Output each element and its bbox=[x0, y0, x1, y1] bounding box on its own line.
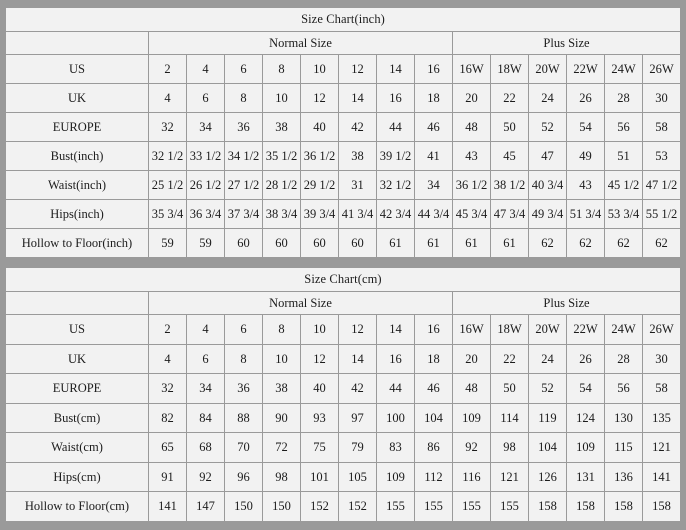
cell: 46 bbox=[415, 374, 453, 404]
cell: 43 bbox=[453, 142, 491, 171]
cell: 90 bbox=[263, 403, 301, 433]
cell: 65 bbox=[149, 433, 187, 463]
cell: 158 bbox=[529, 492, 567, 522]
cell: 56 bbox=[605, 374, 643, 404]
cell: 25 1/2 bbox=[149, 171, 187, 200]
cell: 92 bbox=[453, 433, 491, 463]
cell: 36 bbox=[225, 374, 263, 404]
cell: 20 bbox=[453, 344, 491, 374]
cell: 155 bbox=[453, 492, 491, 522]
cell: 24W bbox=[605, 315, 643, 345]
cell: 22W bbox=[567, 315, 605, 345]
cell: 136 bbox=[605, 462, 643, 492]
cell: 51 3/4 bbox=[567, 200, 605, 229]
cell: 24 bbox=[529, 344, 567, 374]
cell: 100 bbox=[377, 403, 415, 433]
cell: 62 bbox=[643, 229, 681, 258]
cell: 10 bbox=[263, 344, 301, 374]
cell: 38 1/2 bbox=[491, 171, 529, 200]
cell: 158 bbox=[643, 492, 681, 522]
cell: 52 bbox=[529, 374, 567, 404]
row-label: Hips(cm) bbox=[6, 462, 149, 492]
row-label: US bbox=[6, 315, 149, 345]
cell: 20 bbox=[453, 84, 491, 113]
row-label: Hollow to Floor(inch) bbox=[6, 229, 149, 258]
cell: 8 bbox=[225, 344, 263, 374]
row-label: Bust(cm) bbox=[6, 403, 149, 433]
cell: 4 bbox=[187, 55, 225, 84]
cell: 101 bbox=[301, 462, 339, 492]
cell: 34 bbox=[187, 374, 225, 404]
cell: 51 bbox=[605, 142, 643, 171]
cell: 20W bbox=[529, 315, 567, 345]
chart-group-row bbox=[6, 292, 681, 315]
cell: 62 bbox=[529, 229, 567, 258]
cell: 42 bbox=[339, 113, 377, 142]
cell: 34 1/2 bbox=[225, 142, 263, 171]
cell: 53 3/4 bbox=[605, 200, 643, 229]
cell: 116 bbox=[453, 462, 491, 492]
cell: 60 bbox=[301, 229, 339, 258]
cell: 60 bbox=[339, 229, 377, 258]
cell: 30 bbox=[643, 84, 681, 113]
cell: 121 bbox=[491, 462, 529, 492]
cell: 53 bbox=[643, 142, 681, 171]
table-row bbox=[6, 200, 681, 229]
table-row bbox=[6, 433, 681, 463]
cell: 91 bbox=[149, 462, 187, 492]
cell: 61 bbox=[453, 229, 491, 258]
cell: 28 bbox=[605, 344, 643, 374]
cell: 79 bbox=[339, 433, 377, 463]
cell: 18 bbox=[415, 344, 453, 374]
cell: 147 bbox=[187, 492, 225, 522]
cell: 40 bbox=[301, 113, 339, 142]
cell: 26 bbox=[567, 344, 605, 374]
cell: 32 1/2 bbox=[377, 171, 415, 200]
cell: 14 bbox=[377, 315, 415, 345]
size-chart-cm-table bbox=[5, 267, 681, 522]
row-label: Hips(inch) bbox=[6, 200, 149, 229]
cell: 150 bbox=[225, 492, 263, 522]
cell: 36 1/2 bbox=[453, 171, 491, 200]
cell: 22 bbox=[491, 84, 529, 113]
cell: 36 1/2 bbox=[301, 142, 339, 171]
cell: 35 1/2 bbox=[263, 142, 301, 171]
cell: 135 bbox=[643, 403, 681, 433]
cell: 104 bbox=[529, 433, 567, 463]
cell: 22W bbox=[567, 55, 605, 84]
cell: 10 bbox=[301, 315, 339, 345]
cell: 150 bbox=[263, 492, 301, 522]
cell: 47 bbox=[529, 142, 567, 171]
cell: 44 3/4 bbox=[415, 200, 453, 229]
table-row bbox=[6, 142, 681, 171]
cell: 8 bbox=[225, 84, 263, 113]
cell: 56 bbox=[605, 113, 643, 142]
cell: 84 bbox=[187, 403, 225, 433]
cell: 38 bbox=[339, 142, 377, 171]
cell: 152 bbox=[301, 492, 339, 522]
cell: 10 bbox=[263, 84, 301, 113]
cell: 26 bbox=[567, 84, 605, 113]
cell: 155 bbox=[415, 492, 453, 522]
cell: 36 3/4 bbox=[187, 200, 225, 229]
cell: 49 3/4 bbox=[529, 200, 567, 229]
cell: 55 1/2 bbox=[643, 200, 681, 229]
cell: 86 bbox=[415, 433, 453, 463]
cell: 44 bbox=[377, 374, 415, 404]
cell: 39 3/4 bbox=[301, 200, 339, 229]
cell: 52 bbox=[529, 113, 567, 142]
cell: 114 bbox=[491, 403, 529, 433]
cell: 46 bbox=[415, 113, 453, 142]
cell: 26 1/2 bbox=[187, 171, 225, 200]
cell: 109 bbox=[567, 433, 605, 463]
cell: 50 bbox=[491, 374, 529, 404]
cell: 24 bbox=[529, 84, 567, 113]
group-normal-size: Normal Size bbox=[149, 292, 453, 315]
row-label: Waist(inch) bbox=[6, 171, 149, 200]
cell: 93 bbox=[301, 403, 339, 433]
cell: 158 bbox=[567, 492, 605, 522]
cell: 4 bbox=[187, 315, 225, 345]
row-label: EUROPE bbox=[6, 113, 149, 142]
cell: 62 bbox=[605, 229, 643, 258]
cell: 126 bbox=[529, 462, 567, 492]
cell: 83 bbox=[377, 433, 415, 463]
cell: 158 bbox=[605, 492, 643, 522]
cell: 29 1/2 bbox=[301, 171, 339, 200]
group-plus-size: Plus Size bbox=[453, 292, 681, 315]
cell: 18W bbox=[491, 315, 529, 345]
cell: 26W bbox=[643, 55, 681, 84]
cell: 38 bbox=[263, 113, 301, 142]
cell: 121 bbox=[643, 433, 681, 463]
cell: 68 bbox=[187, 433, 225, 463]
size-chart-cm-block bbox=[4, 266, 682, 523]
cell: 105 bbox=[339, 462, 377, 492]
cell: 2 bbox=[149, 315, 187, 345]
cell: 4 bbox=[149, 84, 187, 113]
cell: 18 bbox=[415, 84, 453, 113]
cell: 155 bbox=[491, 492, 529, 522]
table-row bbox=[6, 403, 681, 433]
cell: 97 bbox=[339, 403, 377, 433]
table-row bbox=[6, 492, 681, 522]
cell: 2 bbox=[149, 55, 187, 84]
chart-title-row bbox=[6, 268, 681, 292]
cell: 4 bbox=[149, 344, 187, 374]
cell: 155 bbox=[377, 492, 415, 522]
cell: 16 bbox=[415, 55, 453, 84]
cell: 43 bbox=[567, 171, 605, 200]
cell: 45 3/4 bbox=[453, 200, 491, 229]
cell: 24W bbox=[605, 55, 643, 84]
cell: 40 3/4 bbox=[529, 171, 567, 200]
table-row bbox=[6, 113, 681, 142]
cell: 112 bbox=[415, 462, 453, 492]
cell: 60 bbox=[225, 229, 263, 258]
cell: 14 bbox=[377, 55, 415, 84]
cell: 48 bbox=[453, 113, 491, 142]
cell: 124 bbox=[567, 403, 605, 433]
cell: 38 bbox=[263, 374, 301, 404]
cell: 61 bbox=[491, 229, 529, 258]
cell: 62 bbox=[567, 229, 605, 258]
cell: 36 bbox=[225, 113, 263, 142]
cell: 41 3/4 bbox=[339, 200, 377, 229]
table-row bbox=[6, 84, 681, 113]
cell: 31 bbox=[339, 171, 377, 200]
cell: 47 3/4 bbox=[491, 200, 529, 229]
cell: 16W bbox=[453, 315, 491, 345]
cell: 6 bbox=[187, 344, 225, 374]
cell: 115 bbox=[605, 433, 643, 463]
cell: 45 bbox=[491, 142, 529, 171]
cell: 44 bbox=[377, 113, 415, 142]
cell: 34 bbox=[415, 171, 453, 200]
cell: 28 bbox=[605, 84, 643, 113]
cell: 58 bbox=[643, 113, 681, 142]
cell: 61 bbox=[377, 229, 415, 258]
size-chart-inch-table bbox=[5, 7, 681, 258]
cell: 12 bbox=[339, 55, 377, 84]
row-label: EUROPE bbox=[6, 374, 149, 404]
cell: 109 bbox=[377, 462, 415, 492]
cell: 22 bbox=[491, 344, 529, 374]
cell: 8 bbox=[263, 315, 301, 345]
row-label: UK bbox=[6, 84, 149, 113]
cell: 37 3/4 bbox=[225, 200, 263, 229]
cell: 40 bbox=[301, 374, 339, 404]
cell: 38 3/4 bbox=[263, 200, 301, 229]
cell: 32 bbox=[149, 113, 187, 142]
table-row bbox=[6, 171, 681, 200]
cell: 47 1/2 bbox=[643, 171, 681, 200]
cell: 12 bbox=[301, 84, 339, 113]
cell: 6 bbox=[225, 55, 263, 84]
cell: 39 1/2 bbox=[377, 142, 415, 171]
cell: 42 bbox=[339, 374, 377, 404]
row-label: Bust(inch) bbox=[6, 142, 149, 171]
cell: 34 bbox=[187, 113, 225, 142]
cell: 152 bbox=[339, 492, 377, 522]
cell: 12 bbox=[301, 344, 339, 374]
cell: 10 bbox=[301, 55, 339, 84]
cell: 32 bbox=[149, 374, 187, 404]
cell: 96 bbox=[225, 462, 263, 492]
chart-title: Size Chart(cm) bbox=[6, 268, 681, 292]
cell: 16 bbox=[377, 344, 415, 374]
cell: 98 bbox=[263, 462, 301, 492]
cell: 28 1/2 bbox=[263, 171, 301, 200]
cell: 109 bbox=[453, 403, 491, 433]
group-row-corner bbox=[6, 292, 149, 315]
group-row-corner bbox=[6, 32, 149, 55]
cell: 88 bbox=[225, 403, 263, 433]
chart-group-row bbox=[6, 32, 681, 55]
cell: 6 bbox=[225, 315, 263, 345]
cell: 48 bbox=[453, 374, 491, 404]
cell: 119 bbox=[529, 403, 567, 433]
cell: 33 1/2 bbox=[187, 142, 225, 171]
cell: 50 bbox=[491, 113, 529, 142]
cell: 75 bbox=[301, 433, 339, 463]
cell: 60 bbox=[263, 229, 301, 258]
cell: 6 bbox=[187, 84, 225, 113]
cell: 54 bbox=[567, 374, 605, 404]
cell: 70 bbox=[225, 433, 263, 463]
cell: 92 bbox=[187, 462, 225, 492]
cell: 42 3/4 bbox=[377, 200, 415, 229]
cell: 141 bbox=[643, 462, 681, 492]
cell: 8 bbox=[263, 55, 301, 84]
group-normal-size: Normal Size bbox=[149, 32, 453, 55]
table-row bbox=[6, 374, 681, 404]
table-row bbox=[6, 229, 681, 258]
chart-title: Size Chart(inch) bbox=[6, 8, 681, 32]
table-row bbox=[6, 344, 681, 374]
cell: 141 bbox=[149, 492, 187, 522]
cell: 14 bbox=[339, 344, 377, 374]
row-label: Hollow to Floor(cm) bbox=[6, 492, 149, 522]
cell: 41 bbox=[415, 142, 453, 171]
cell: 35 3/4 bbox=[149, 200, 187, 229]
row-label: Waist(cm) bbox=[6, 433, 149, 463]
table-row bbox=[6, 315, 681, 345]
cell: 14 bbox=[339, 84, 377, 113]
chart-title-row bbox=[6, 8, 681, 32]
cell: 20W bbox=[529, 55, 567, 84]
cell: 27 1/2 bbox=[225, 171, 263, 200]
cell: 32 1/2 bbox=[149, 142, 187, 171]
table-row bbox=[6, 462, 681, 492]
cell: 45 1/2 bbox=[605, 171, 643, 200]
cell: 130 bbox=[605, 403, 643, 433]
cell: 18W bbox=[491, 55, 529, 84]
cell: 59 bbox=[187, 229, 225, 258]
group-plus-size: Plus Size bbox=[453, 32, 681, 55]
cell: 16 bbox=[415, 315, 453, 345]
cell: 131 bbox=[567, 462, 605, 492]
cell: 30 bbox=[643, 344, 681, 374]
row-label: US bbox=[6, 55, 149, 84]
cell: 26W bbox=[643, 315, 681, 345]
cell: 104 bbox=[415, 403, 453, 433]
size-chart-inch-block bbox=[4, 6, 682, 259]
cell: 16 bbox=[377, 84, 415, 113]
cell: 12 bbox=[339, 315, 377, 345]
cell: 54 bbox=[567, 113, 605, 142]
cell: 82 bbox=[149, 403, 187, 433]
cell: 58 bbox=[643, 374, 681, 404]
row-label: UK bbox=[6, 344, 149, 374]
cell: 72 bbox=[263, 433, 301, 463]
cell: 49 bbox=[567, 142, 605, 171]
table-row bbox=[6, 55, 681, 84]
cell: 16W bbox=[453, 55, 491, 84]
cell: 59 bbox=[149, 229, 187, 258]
cell: 61 bbox=[415, 229, 453, 258]
cell: 98 bbox=[491, 433, 529, 463]
